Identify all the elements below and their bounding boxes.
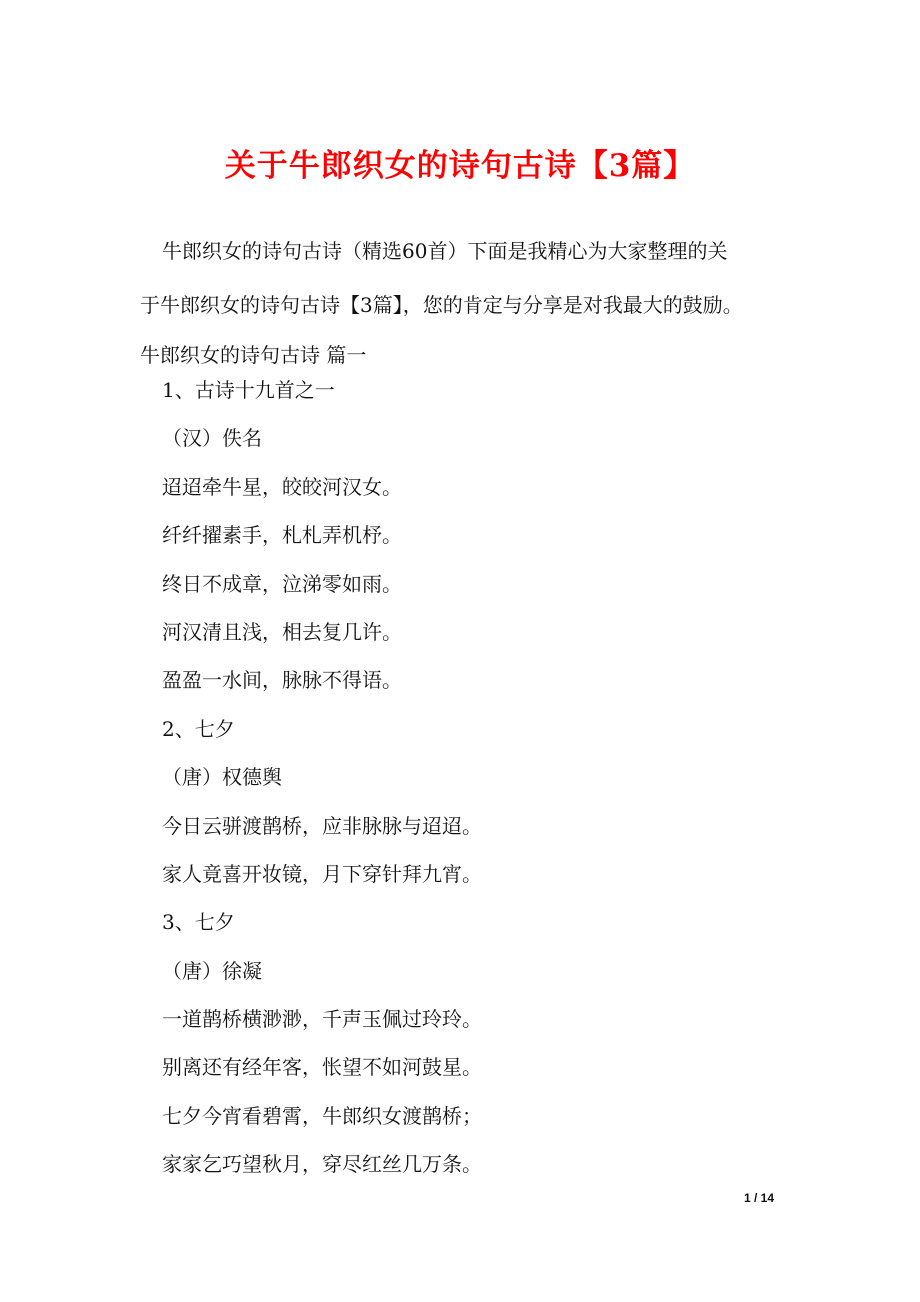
intro-line-1: 牛郎织女的诗句古诗（精选60首）下面是我精心为大家整理的关	[162, 239, 728, 263]
poem-line: 家家乞巧望秋月，穿尽红丝几万条。	[162, 1152, 482, 1177]
poem-line: 今日云骈渡鹊桥，应非脉脉与迢迢。	[162, 813, 482, 838]
poem-line: 终日不成章，泣涕零如雨。	[162, 571, 402, 596]
poem-line: 家人竟喜开妆镜，月下穿针拜九宵。	[162, 861, 482, 886]
poem-line: （唐）权德舆	[162, 765, 282, 790]
poem-line: （唐）徐凝	[162, 958, 262, 983]
poem-line: 一道鹊桥横渺渺，千声玉佩过玲玲。	[162, 1007, 482, 1032]
intro-line-2: 于牛郎织女的诗句古诗【3篇】，您的肯定与分享是对我最大的鼓励。	[140, 293, 743, 317]
poem-list	[162, 366, 802, 1189]
poem-line: 迢迢牵牛星，皎皎河汉女。	[162, 474, 402, 499]
poem-line: 盈盈一水间，脉脉不得语。	[162, 668, 402, 693]
poem-line: （汉）佚名	[162, 426, 262, 451]
poem-line: 别离还有经年客，怅望不如河鼓星。	[162, 1055, 482, 1080]
poem-line: 3、七夕	[162, 910, 235, 935]
intro-paragraph	[140, 224, 800, 382]
poem-line: 1、古诗十九首之一	[162, 378, 335, 402]
poem-line: 河汉清且浅，相去复几许。	[162, 619, 402, 644]
document-title: 关于牛郎织女的诗句古诗【3篇】	[224, 148, 696, 184]
page-indicator: 1 / 14	[744, 1191, 775, 1205]
section-heading: 牛郎织女的诗句古诗 篇一	[140, 343, 367, 367]
poem-line: 七夕今宵看碧霄，牛郎织女渡鹊桥；	[162, 1103, 482, 1128]
poem-line: 2、七夕	[162, 716, 235, 741]
poem-line: 纤纤擢素手，札札弄机杼。	[162, 523, 402, 548]
